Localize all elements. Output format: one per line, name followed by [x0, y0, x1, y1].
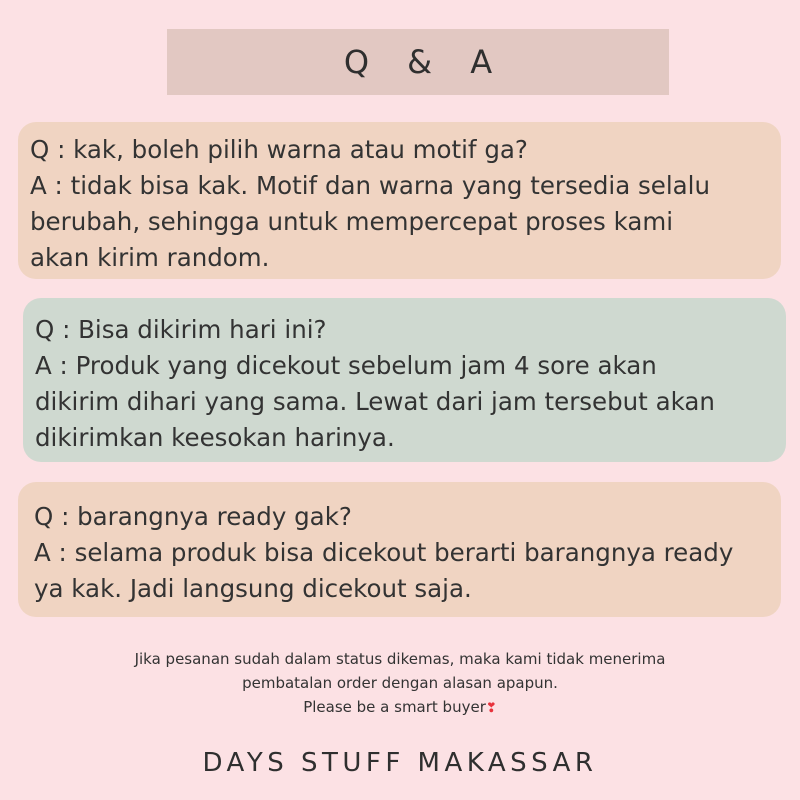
question-3: Q : barangnya ready gak? [34, 502, 352, 531]
answer-3-line-1: A : selama produk bisa dicekout berarti barangnya ready [34, 538, 734, 567]
answer-1-line-1: A : tidak bisa kak. Motif dan warna yang tersedia selalu [30, 171, 710, 200]
answer-2-line-3: dikirimkan keesokan harinya. [35, 423, 395, 452]
smart-buyer-text: Please be a smart buyer [303, 698, 486, 716]
title-box [167, 29, 669, 95]
answer-3-line-2: ya kak. Jadi langsung dicekout saja. [34, 574, 472, 603]
answer-1-line-3: akan kirim random. [30, 243, 270, 272]
question-1: Q : kak, boleh pilih warna atau motif ga? [30, 135, 528, 164]
qa-card-2 [23, 298, 786, 462]
answer-2-line-1: A : Produk yang dicekout sebelum jam 4 sore akan [35, 351, 657, 380]
question-2: Q : Bisa dikirim hari ini? [35, 315, 327, 344]
page-title: Q & A [343, 43, 507, 81]
footer-note-line-1: Jika pesanan sudah dalam status dikemas, maka kami tidak menerima [134, 650, 666, 668]
footer-note-line-2: pembatalan order dengan alasan apapun. [242, 674, 558, 692]
brand-name: DAYS STUFF MAKASSAR [202, 748, 598, 778]
qa-card-3 [18, 482, 781, 617]
answer-1-line-2: berubah, sehingga untuk mempercepat proses kami [30, 207, 674, 236]
footer-note-line-3 [0, 695, 800, 721]
qa-card-1 [18, 122, 781, 279]
answer-2-line-2: dikirim dihari yang sama. Lewat dari jam tersebut akan [35, 387, 715, 416]
heart-icon: ❣ [485, 701, 497, 716]
